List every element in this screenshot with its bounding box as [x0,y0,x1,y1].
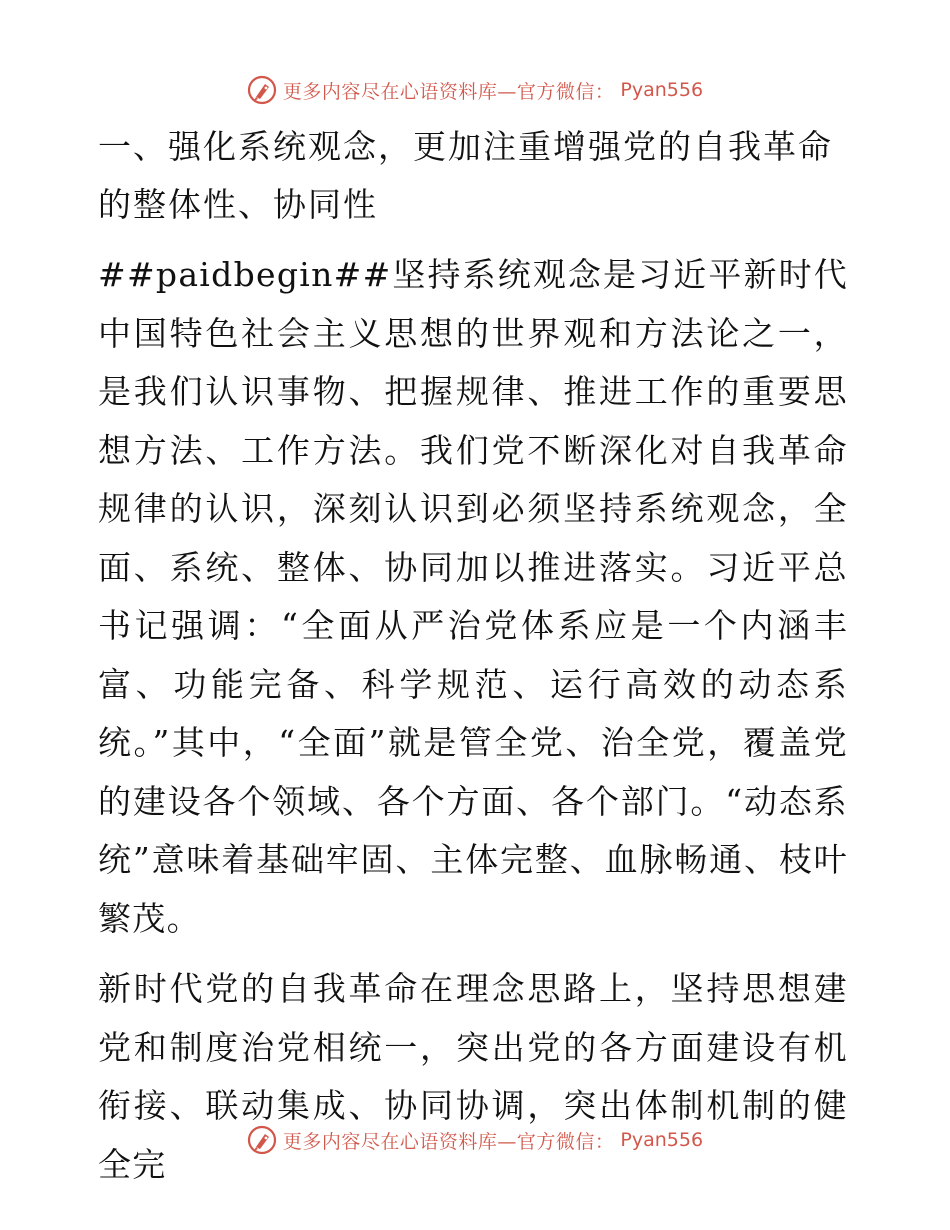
paragraph-2: 新时代党的自我革命在理念思路上，坚持思想建党和制度治党相统一，突出党的各方面建设有机衔接、联动集成、协同协调，突出体制机制的健全完 [98,969,848,1184]
document-body [98,118,848,1194]
pen-nib-logo-icon [247,1125,277,1155]
section-heading: 一、强化系统观念，更加注重增强党的自我革命的整体性、协同性 [98,127,833,224]
banner-text: 更多内容尽在心语资料库—官方微信： [282,80,615,103]
header-banner [0,70,950,110]
pen-nib-logo-icon [247,75,277,105]
paragraph-1: ##paidbegin##坚持系统观念是习近平新时代中国特色社会主义思想的世界观和方法论之一，是我们认识事物、把握规律、推进工作的重要思想方法、工作方法。我们党不断深化对自我革命规律的认识，深刻认识到必须坚持系统观念，全面、系统、整体、协同加以推进落实。习近平总书记强调：“全面从严治党体系应是一个内涵丰富、功能完备、科学规范、运行高效的动态系统。”其中，“全面”就是管全党、治全党，覆盖党的建设各个领域、各个方面、各个部门。“动态系统”意味着基础牢固、主体完整、血脉畅通、枝叶繁茂。 [98,255,848,938]
footer-banner [0,1120,950,1160]
banner-text: 更多内容尽在心语资料库—官方微信： [282,1130,615,1153]
banner-contact: Pyan556 [620,79,704,101]
banner-contact: Pyan556 [620,1129,704,1151]
